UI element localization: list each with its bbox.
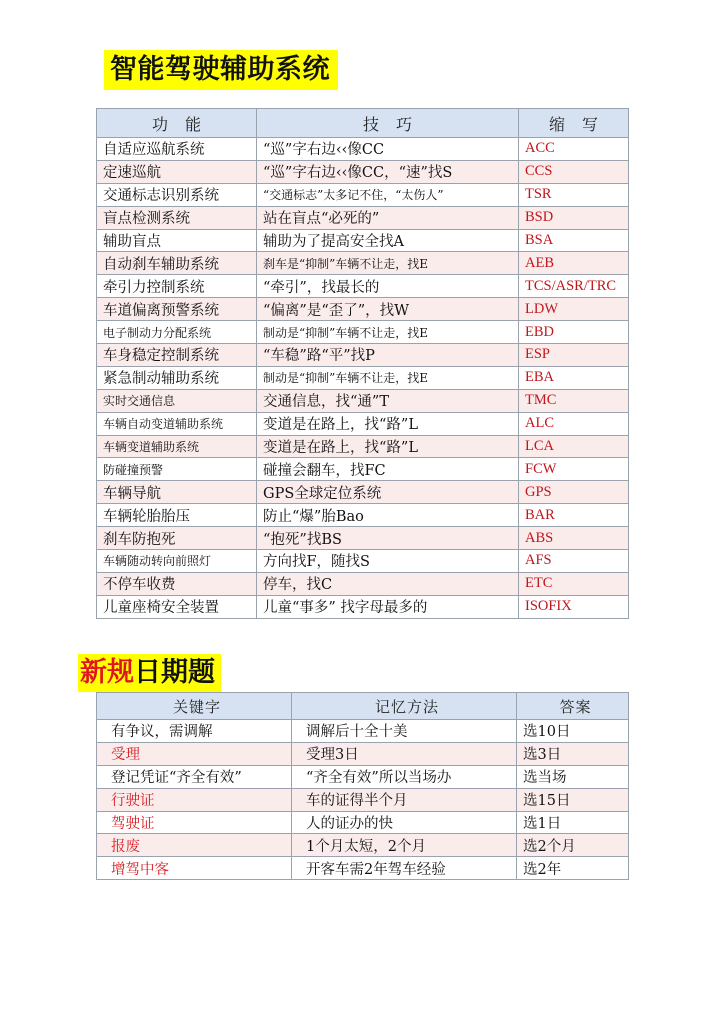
header-method: 记忆方法 xyxy=(292,693,517,720)
function-cell: 辅助盲点 xyxy=(97,229,257,252)
abbr-cell: ACC xyxy=(519,138,629,161)
tip-cell: “抱死”找BS xyxy=(257,527,519,550)
tip-cell: 碰撞会翻车，找FC xyxy=(257,458,519,481)
tip-cell: 儿童“事多” 找字母最多的 xyxy=(257,595,519,618)
method-cell: 人的证办的快 xyxy=(292,811,517,834)
abbr-cell: ABS xyxy=(519,527,629,550)
table-row xyxy=(97,435,629,458)
table-row xyxy=(97,321,629,344)
function-cell: 车道偏离预警系统 xyxy=(97,298,257,321)
table-row xyxy=(97,572,629,595)
function-cell: 防碰撞预警 xyxy=(97,458,257,481)
table-row xyxy=(97,811,629,834)
function-cell: 盲点检测系统 xyxy=(97,206,257,229)
tip-cell: 辅助为了提高安全找A xyxy=(257,229,519,252)
tip-cell: 刹车是“抑制”车辆不让走，找E xyxy=(257,252,519,275)
function-cell: 紧急制动辅助系统 xyxy=(97,366,257,389)
section-title-part1: 新规 xyxy=(80,657,134,688)
tip-cell: “偏离”是“歪了”，找W xyxy=(257,298,519,321)
tip-cell: “交通标志”太多记不住，“太伤人” xyxy=(257,183,519,206)
keyword-cell: 受理 xyxy=(97,742,292,765)
table-row xyxy=(97,550,629,573)
function-cell: 车辆导航 xyxy=(97,481,257,504)
table-row xyxy=(97,742,629,765)
function-cell: 不停车收费 xyxy=(97,572,257,595)
function-cell: 牵引力控制系统 xyxy=(97,275,257,298)
table-row xyxy=(97,788,629,811)
table-row xyxy=(97,527,629,550)
header-keyword: 关键字 xyxy=(97,693,292,720)
title-block xyxy=(104,50,338,90)
function-cell: 车辆轮胎胎压 xyxy=(97,504,257,527)
method-cell: 受理3日 xyxy=(292,742,517,765)
table-row xyxy=(97,138,629,161)
abbr-cell: ALC xyxy=(519,412,629,435)
keyword-cell: 登记凭证“齐全有效” xyxy=(97,765,292,788)
abbr-cell: ISOFIX xyxy=(519,595,629,618)
answer-cell: 选10日 xyxy=(517,720,629,743)
method-cell: 车的证得半个月 xyxy=(292,788,517,811)
tip-cell: 制动是“抑制”车辆不让走，找E xyxy=(257,366,519,389)
table-row xyxy=(97,275,629,298)
table-row xyxy=(97,229,629,252)
function-cell: 自适应巡航系统 xyxy=(97,138,257,161)
answer-cell: 选当场 xyxy=(517,765,629,788)
method-cell: “齐全有效”所以当场办 xyxy=(292,765,517,788)
abbr-cell: FCW xyxy=(519,458,629,481)
keyword-cell: 驾驶证 xyxy=(97,811,292,834)
section-title-part2: 日期题 xyxy=(134,657,215,688)
function-cell: 车身稳定控制系统 xyxy=(97,344,257,367)
table-row xyxy=(97,765,629,788)
keyword-cell: 报废 xyxy=(97,834,292,857)
function-cell: 交通标志识别系统 xyxy=(97,183,257,206)
tip-cell: 停车，找C xyxy=(257,572,519,595)
abbr-cell: BAR xyxy=(519,504,629,527)
abbr-cell: EBD xyxy=(519,321,629,344)
table-row xyxy=(97,834,629,857)
function-cell: 车辆变道辅助系统 xyxy=(97,435,257,458)
table-row xyxy=(97,720,629,743)
answer-cell: 选15日 xyxy=(517,788,629,811)
table-row xyxy=(97,160,629,183)
abbr-cell: TSR xyxy=(519,183,629,206)
function-cell: 定速巡航 xyxy=(97,160,257,183)
method-cell: 调解后十全十美 xyxy=(292,720,517,743)
abbr-cell: TCS/ASR/TRC xyxy=(519,275,629,298)
subtitle-block xyxy=(78,654,221,692)
function-cell: 实时交通信息 xyxy=(97,389,257,412)
tip-cell: 防止“爆”胎Bao xyxy=(257,504,519,527)
table-row xyxy=(97,206,629,229)
tip-cell: 交通信息，找“通”T xyxy=(257,389,519,412)
header-tip: 技 巧 xyxy=(257,109,519,138)
answer-cell: 选2个月 xyxy=(517,834,629,857)
table-header-row xyxy=(97,693,629,720)
function-cell: 自动刹车辅助系统 xyxy=(97,252,257,275)
method-cell: 开客车需2年驾车经验 xyxy=(292,857,517,880)
table-row xyxy=(97,412,629,435)
tip-cell: 变道是在路上，找“路”L xyxy=(257,412,519,435)
table-row xyxy=(97,183,629,206)
adas-table xyxy=(96,108,629,619)
table-row xyxy=(97,344,629,367)
answer-cell: 选1日 xyxy=(517,811,629,834)
function-cell: 电子制动力分配系统 xyxy=(97,321,257,344)
function-cell: 刹车防抱死 xyxy=(97,527,257,550)
abbr-cell: LCA xyxy=(519,435,629,458)
table-header-row xyxy=(97,109,629,138)
abbr-cell: TMC xyxy=(519,389,629,412)
tip-cell: 方向找F，随找S xyxy=(257,550,519,573)
keyword-cell: 行驶证 xyxy=(97,788,292,811)
abbr-cell: BSA xyxy=(519,229,629,252)
abbr-cell: CCS xyxy=(519,160,629,183)
section-title xyxy=(78,654,221,692)
function-cell: 车辆自动变道辅助系统 xyxy=(97,412,257,435)
header-abbr: 缩 写 xyxy=(519,109,629,138)
tip-cell: GPS全球定位系统 xyxy=(257,481,519,504)
keyword-cell: 有争议，需调解 xyxy=(97,720,292,743)
table-row xyxy=(97,595,629,618)
function-cell: 车辆随动转向前照灯 xyxy=(97,550,257,573)
answer-cell: 选2年 xyxy=(517,857,629,880)
keyword-cell: 增驾中客 xyxy=(97,857,292,880)
table-row xyxy=(97,857,629,880)
table-row xyxy=(97,389,629,412)
abbr-cell: GPS xyxy=(519,481,629,504)
header-function: 功 能 xyxy=(97,109,257,138)
method-cell: 1个月太短，2个月 xyxy=(292,834,517,857)
abbr-cell: AEB xyxy=(519,252,629,275)
table-row xyxy=(97,252,629,275)
abbr-cell: BSD xyxy=(519,206,629,229)
tip-cell: 变道是在路上，找“路”L xyxy=(257,435,519,458)
answer-cell: 选3日 xyxy=(517,742,629,765)
page-title: 智能驾驶辅助系统 xyxy=(104,50,338,90)
function-cell: 儿童座椅安全装置 xyxy=(97,595,257,618)
tip-cell: “车稳”路“平”找P xyxy=(257,344,519,367)
tip-cell: “巡”字右边‹‹像CC，“速”找S xyxy=(257,160,519,183)
tip-cell: “牵引”，找最长的 xyxy=(257,275,519,298)
abbr-cell: EBA xyxy=(519,366,629,389)
tip-cell: “巡”字右边‹‹像CC xyxy=(257,138,519,161)
abbr-cell: ESP xyxy=(519,344,629,367)
table-row xyxy=(97,481,629,504)
table-row xyxy=(97,366,629,389)
table-row xyxy=(97,458,629,481)
date-question-table xyxy=(96,692,629,880)
table-row xyxy=(97,298,629,321)
table-row xyxy=(97,504,629,527)
tip-cell: 站在盲点“必死的” xyxy=(257,206,519,229)
abbr-cell: AFS xyxy=(519,550,629,573)
tip-cell: 制动是“抑制”车辆不让走，找E xyxy=(257,321,519,344)
header-answer: 答案 xyxy=(517,693,629,720)
abbr-cell: ETC xyxy=(519,572,629,595)
abbr-cell: LDW xyxy=(519,298,629,321)
